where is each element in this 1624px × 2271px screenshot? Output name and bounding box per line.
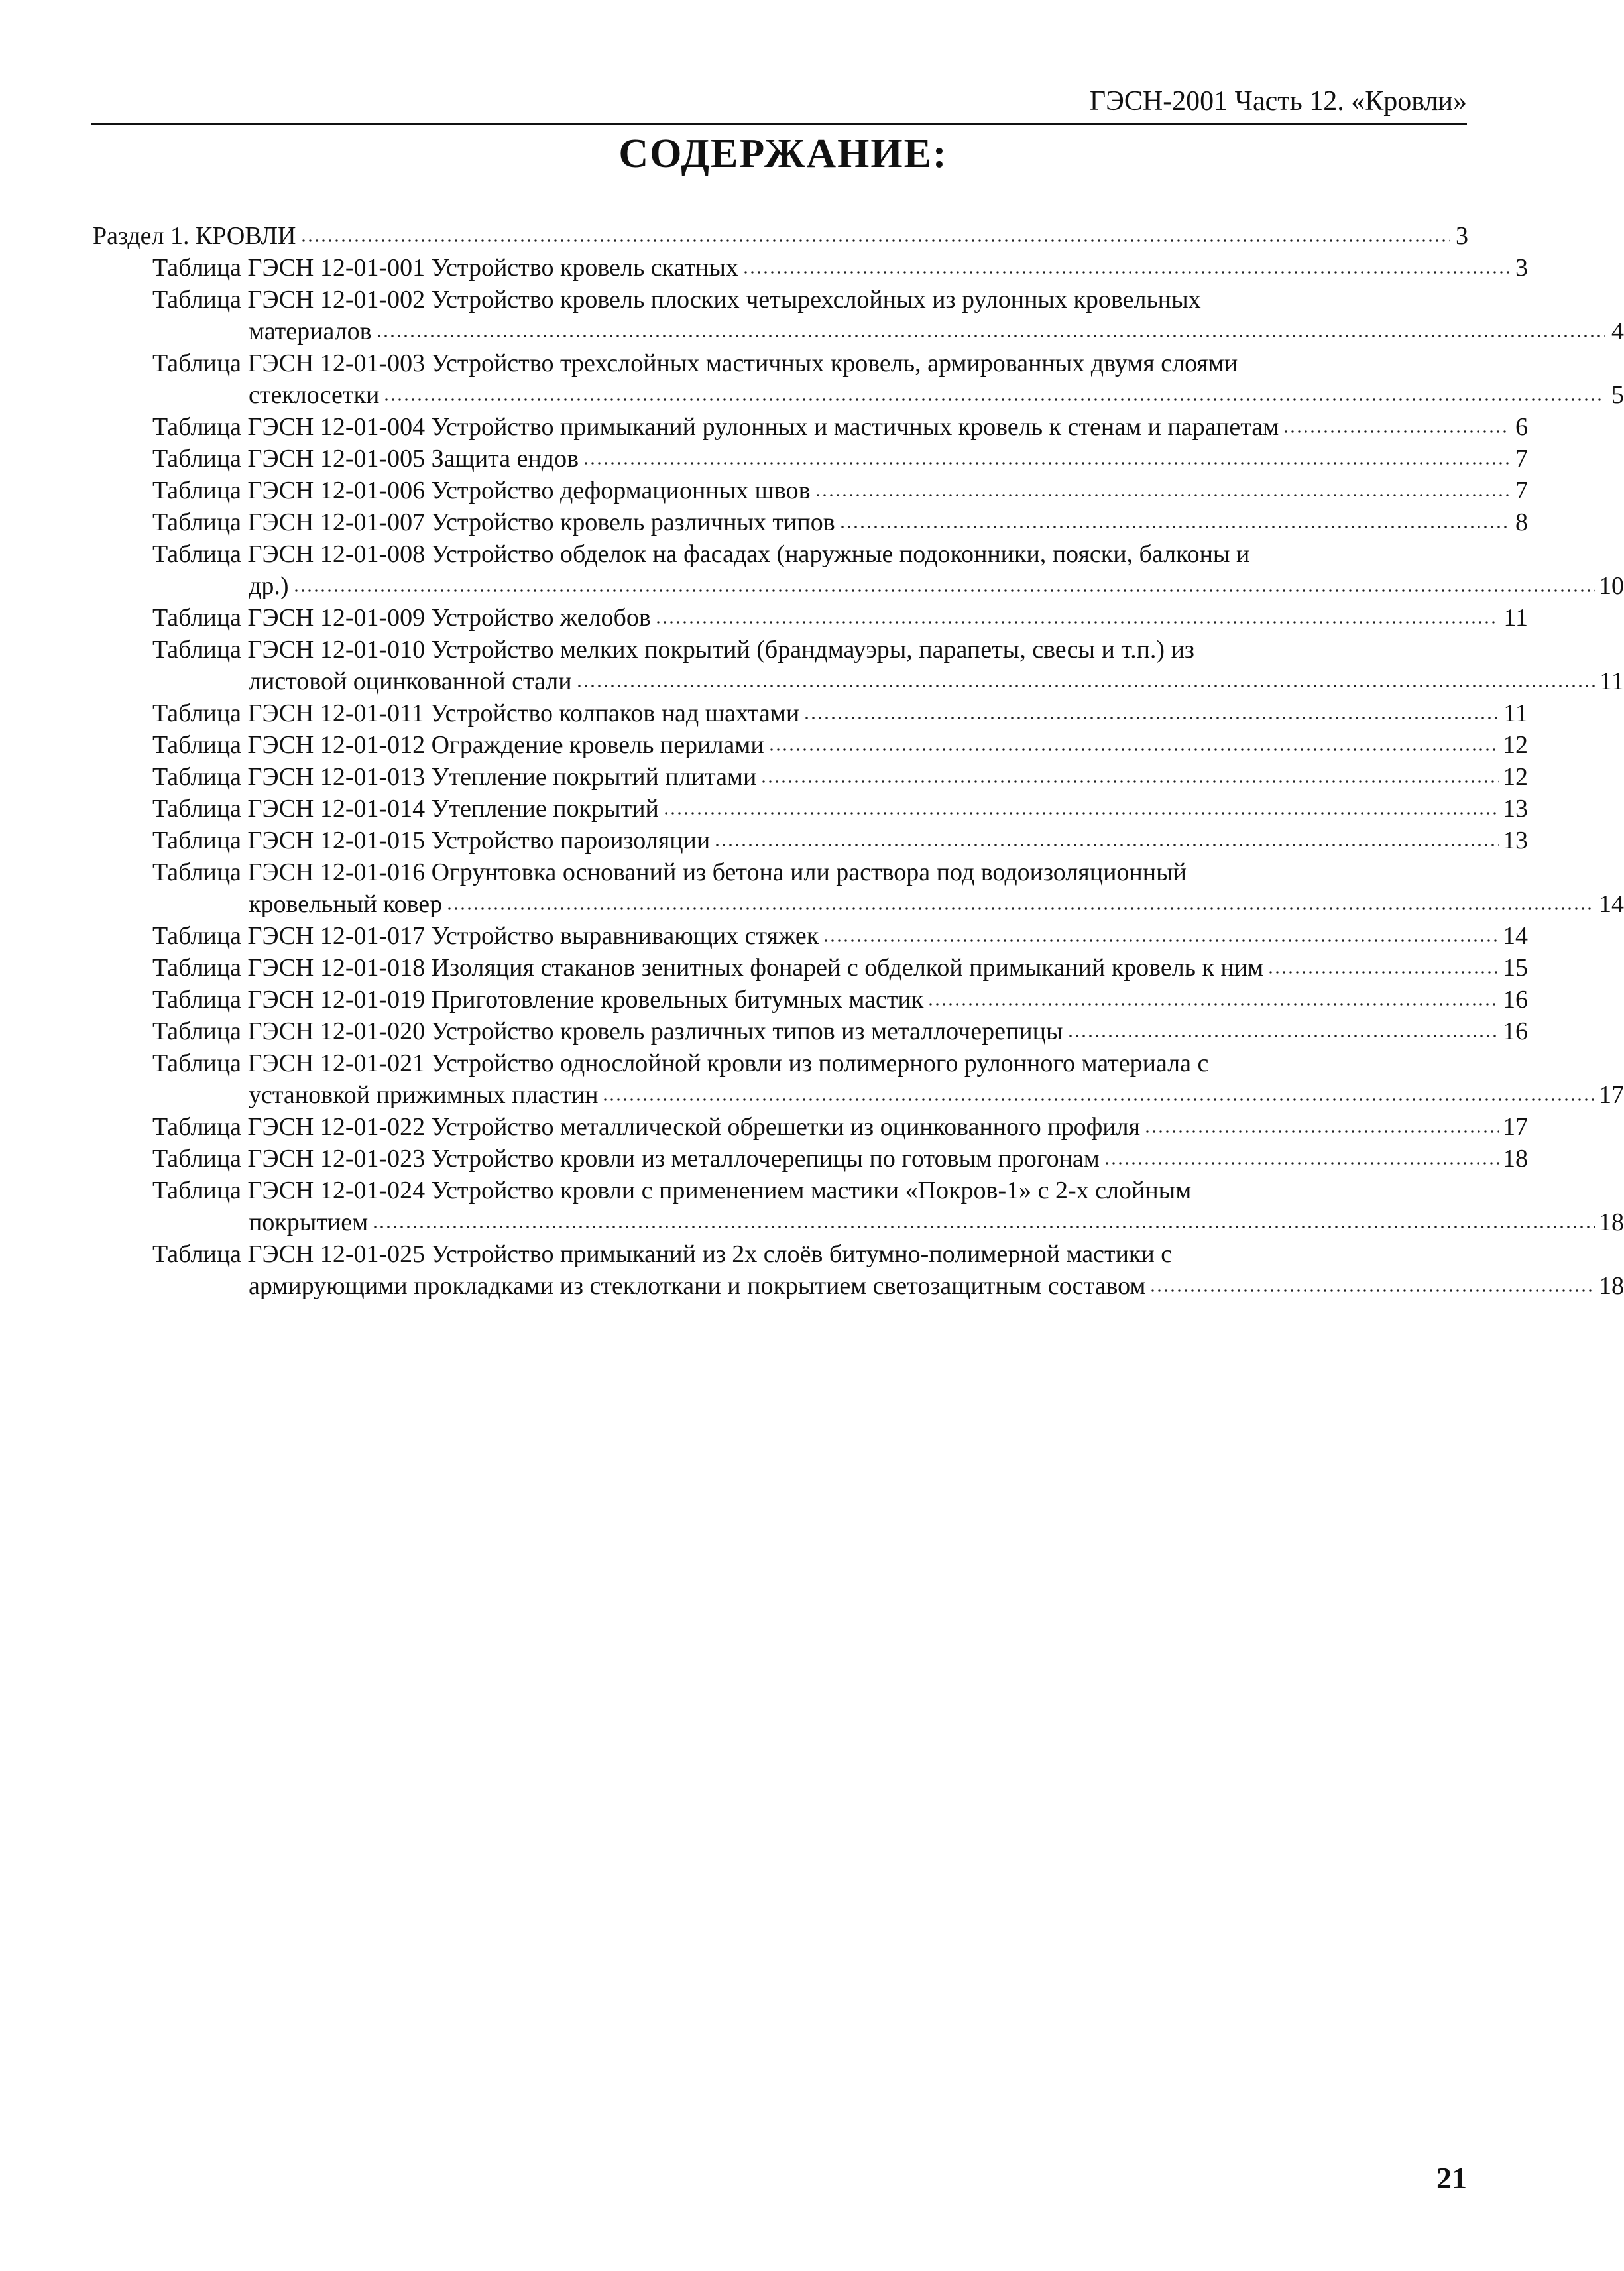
toc-entry-text: Таблица ГЭСН 12-01-011 Устройство колпаков над шахтами (152, 699, 800, 727)
toc-section (93, 220, 1468, 252)
toc-entry (93, 475, 1528, 506)
toc-entry-text: покрытием (249, 1208, 369, 1236)
toc-page-number: 14 (1599, 890, 1624, 918)
dot-leader (372, 1224, 1595, 1230)
toc-entry (93, 793, 1528, 825)
toc-page-number: 18 (1599, 1272, 1624, 1300)
toc-page-number: 12 (1503, 763, 1528, 791)
toc-entry-text: Раздел 1. КРОВЛИ (93, 222, 296, 250)
dot-leader (742, 269, 1509, 276)
toc-page-number: 8 (1515, 508, 1528, 536)
toc-entry-text: стеклосетки (249, 381, 380, 409)
toc-entry-text: Таблица ГЭСН 12-01-006 Устройство деформационных швов (152, 477, 811, 504)
dot-leader (655, 619, 1500, 626)
dot-leader (446, 905, 1595, 912)
dot-leader (768, 746, 1499, 753)
toc-entry (93, 761, 1528, 793)
toc-entry-text: Таблица ГЭСН 12-01-019 Приготовление кровельных битумных мастик (152, 986, 924, 1014)
toc-entry-line: Таблица ГЭСН 12-01-003 Устройство трехслойных мастичных кровель, армированных двумя слоями (152, 349, 1238, 377)
toc-entry-text: материалов (249, 318, 372, 345)
toc-entry (93, 1016, 1528, 1047)
toc-entry-text: др.) (249, 572, 289, 600)
toc-entry-line: Таблица ГЭСН 12-01-002 Устройство кровель плоских четырехслойных из рулонных кровельных (152, 286, 1201, 314)
toc-entry-text: Таблица ГЭСН 12-01-015 Устройство пароизоляции (152, 827, 711, 854)
toc-entry (93, 252, 1528, 284)
toc-page-number: 16 (1503, 986, 1528, 1014)
dot-leader (663, 810, 1499, 817)
dot-leader (839, 524, 1509, 530)
toc-page-number: 3 (1456, 222, 1468, 250)
toc-page-number: 11 (1503, 699, 1528, 727)
toc-entry (93, 506, 1528, 538)
dot-leader (815, 492, 1509, 498)
dot-leader (823, 937, 1499, 944)
toc-entry (93, 411, 1528, 443)
toc-page-number: 12 (1503, 731, 1528, 759)
toc-page-number: 11 (1599, 668, 1624, 695)
dot-leader (1144, 1128, 1499, 1135)
toc-entry (93, 952, 1528, 984)
running-header (91, 80, 1467, 125)
toc-entry-text: Таблица ГЭСН 12-01-012 Ограждение кровель перилами (152, 731, 764, 759)
toc-entry-text: Таблица ГЭСН 12-01-007 Устройство кровель различных типов (152, 508, 835, 536)
toc-page-number: 7 (1515, 477, 1528, 504)
toc-entry (93, 984, 1528, 1016)
dot-leader (300, 237, 1450, 244)
toc-entry-text: Таблица ГЭСН 12-01-018 Изоляция стаканов зенитных фонарей с обделкой примыканий кровель к ним (152, 954, 1264, 982)
toc-entry-text: Таблица ГЭСН 12-01-013 Утепление покрытий плитами (152, 763, 757, 791)
toc-page-number: 18 (1503, 1145, 1528, 1173)
page-title: СОДЕРЖАНИЕ: (618, 131, 948, 176)
table-of-contents (93, 220, 1624, 1302)
toc-page-number: 17 (1599, 1081, 1624, 1109)
toc-entry (93, 1270, 1624, 1302)
toc-page-number: 17 (1503, 1113, 1528, 1141)
toc-entry (93, 1079, 1624, 1111)
toc-entry (93, 443, 1528, 475)
dot-leader (714, 842, 1499, 848)
dot-leader (1267, 969, 1499, 976)
toc-entry-text: армирующими прокладками из стеклоткани и покрытием светозащитным составом (249, 1272, 1146, 1300)
toc-entry-text: Таблица ГЭСН 12-01-001 Устройство кровель скатных (152, 254, 738, 282)
toc-entry (93, 1143, 1528, 1175)
running-title: ГЭСН-2001 Часть 12. «Кровли» (1089, 86, 1467, 117)
toc-page-number: 5 (1611, 381, 1624, 409)
toc-entry-line: Таблица ГЭСН 12-01-025 Устройство примыканий из 2х слоёв битумно-полимерной мастики с (152, 1240, 1173, 1268)
toc-entry (93, 729, 1528, 761)
toc-page-number: 14 (1503, 922, 1528, 950)
toc-entry (93, 570, 1624, 602)
toc-entry-text: Таблица ГЭСН 12-01-023 Устройство кровли из металлочерепицы по готовым прогонам (152, 1145, 1100, 1173)
dot-leader (1067, 1033, 1499, 1039)
dot-leader (376, 333, 1605, 339)
toc-entry (93, 666, 1624, 697)
toc-page-number: 18 (1599, 1208, 1624, 1236)
toc-page-number: 6 (1515, 413, 1528, 441)
toc-entry-text: установкой прижимных пластин (249, 1081, 599, 1109)
dot-leader (1149, 1287, 1595, 1294)
toc-page-number: 3 (1515, 254, 1528, 282)
toc-entry (93, 316, 1624, 347)
dot-leader (576, 683, 1596, 689)
toc-entry-text: Таблица ГЭСН 12-01-014 Утепление покрытий (152, 795, 659, 823)
toc-page-number: 15 (1503, 954, 1528, 982)
toc-entry-line: Таблица ГЭСН 12-01-010 Устройство мелких покрытий (брандмауэры, парапеты, свесы и т.п.) из (152, 636, 1194, 664)
toc-entry-text: Таблица ГЭСН 12-01-020 Устройство кровель различных типов из металлочерепицы (152, 1018, 1063, 1045)
toc-entry (93, 1206, 1624, 1238)
toc-page-number: 4 (1611, 318, 1624, 345)
toc-entry (93, 888, 1624, 920)
toc-page-number: 13 (1503, 795, 1528, 823)
toc-entry-line: Таблица ГЭСН 12-01-024 Устройство кровли с применением мастики «Покров-1» с 2-х слойным (152, 1177, 1192, 1204)
toc-entry (93, 1111, 1528, 1143)
toc-entry-line: Таблица ГЭСН 12-01-008 Устройство обделок на фасадах (наружные подоконники, пояски, балконы и (152, 540, 1250, 568)
toc-entry (93, 379, 1624, 411)
toc-entry-text: Таблица ГЭСН 12-01-004 Устройство примыканий рулонных и мастичных кровель к стенам и парапетам (152, 413, 1279, 441)
page-number: 21 (1436, 2161, 1467, 2195)
dot-leader (1283, 428, 1509, 435)
toc-page-number: 16 (1503, 1018, 1528, 1045)
dot-leader (760, 778, 1499, 785)
toc-entry (93, 697, 1528, 729)
toc-page-number: 13 (1503, 827, 1528, 854)
toc-entry (93, 602, 1528, 634)
toc-entry (93, 825, 1528, 856)
dot-leader (602, 1096, 1595, 1103)
dot-leader (383, 396, 1605, 403)
toc-entry-line: Таблица ГЭСН 12-01-021 Устройство однослойной кровли из полимерного рулонного материала с (152, 1049, 1209, 1077)
toc-page-number: 10 (1599, 572, 1624, 600)
dot-leader (803, 715, 1499, 721)
toc-entry-text: листовой оцинкованной стали (249, 668, 572, 695)
toc-entry (93, 920, 1528, 952)
toc-entry-text: Таблица ГЭСН 12-01-005 Защита ендов (152, 445, 579, 473)
toc-page-number: 7 (1515, 445, 1528, 473)
toc-entry-text: Таблица ГЭСН 12-01-022 Устройство металлической обрешетки из оцинкованного профиля (152, 1113, 1141, 1141)
dot-leader (927, 1001, 1499, 1008)
dot-leader (1104, 1160, 1499, 1167)
toc-entry-text: Таблица ГЭСН 12-01-017 Устройство выравнивающих стяжек (152, 922, 819, 950)
toc-entry-text: кровельный ковер (249, 890, 443, 918)
dot-leader (293, 587, 1595, 594)
toc-entry-line: Таблица ГЭСН 12-01-016 Огрунтовка оснований из бетона или раствора под водоизоляционный (152, 858, 1187, 886)
toc-page-number: 11 (1503, 604, 1528, 632)
toc-entry-text: Таблица ГЭСН 12-01-009 Устройство желобов (152, 604, 651, 632)
dot-leader (583, 460, 1509, 467)
